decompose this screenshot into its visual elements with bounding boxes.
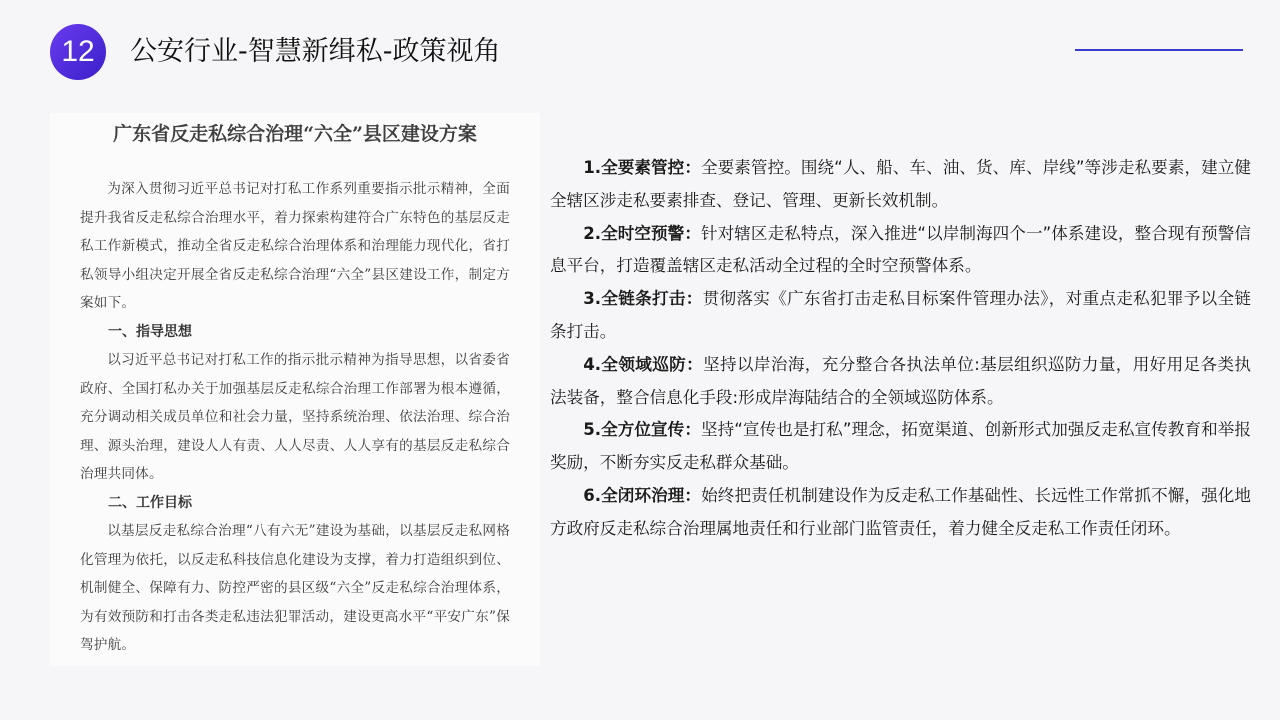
- document-scan-image: [50, 113, 540, 666]
- point-text: 针对辖区走私特点，深入推进“以岸制海四个一”体系建设，整合现有预警信息平台，打造覆盖辖区走私活动全过程的全时空预警体系。: [550, 223, 1251, 276]
- section1-body: 以习近平总书记对打私工作的指示批示精神为指导思想，以省委省政府、全国打私办关于加强基层反走私综合治理工作部署为根本遵循，充分调动相关成员单位和社会力量，坚持系统治理、依法治理、综合治理、源头治理，建设人人有责、人人尽责、人人享有的基层反走私综合治理共同体。: [80, 352, 510, 482]
- point-text: 全要素管控。围绕“人、船、车、油、货、库、岸线”等涉走私要素，建立健全辖区涉走私要素排查、登记、管理、更新长效机制。: [550, 158, 1251, 210]
- section1-heading: 一、指导思想: [108, 323, 192, 340]
- point-item: [550, 152, 1251, 218]
- point-label: 4.全领域巡防：: [583, 354, 704, 374]
- slide-number-badge: 12: [50, 24, 106, 80]
- title-divider-line: [1075, 49, 1243, 51]
- point-item: [550, 414, 1251, 480]
- section2-body: 以基层反走私综合治理“八有六无”建设为基础，以基层反走私网格化管理为依托，以反走私科技信息化建设为支撑，着力打造组织到位、机制健全、保障有力、防控严密的县区级“六全”反走私综合治理体系，为有效预防和打击各类走私违法犯罪活动，建设更高水平“平安广东”保驾护航。: [80, 523, 510, 653]
- point-item: [550, 480, 1251, 546]
- policy-points: [550, 152, 1251, 546]
- document-intro: 为深入贯彻习近平总书记对打私工作系列重要指示批示精神，全面提升我省反走私综合治理水平，着力探索构建符合广东特色的基层反走私工作新模式，推动全省反走私综合治理体系和治理能力现代化，省打私领导小组决定开展全省反走私综合治理“六全”县区建设工作，制定方案如下。: [80, 181, 510, 311]
- point-text: 坚持以岸治海，充分整合各执法单位:基层组织巡防力量，用好用足各类执法装备，整合信息化手段:形成岸海陆结合的全领域巡防体系。: [550, 354, 1251, 407]
- document-title: 广东省反走私综合治理“六全”县区建设方案: [113, 123, 477, 145]
- point-text: 贯彻落实《广东省打击走私目标案件管理办法》，对重点走私犯罪予以全链条打击。: [550, 289, 1251, 341]
- slide-title: 公安行业-智慧新缉私-政策视角: [130, 36, 501, 67]
- point-label: 5.全方位宣传：: [583, 420, 701, 440]
- section2-heading: 二、工作目标: [108, 494, 192, 511]
- point-label: 2.全时空预警：: [583, 223, 701, 243]
- point-text: 坚持“宣传也是打私”理念，拓宽渠道、创新形式加强反走私宣传教育和举报奖励，不断夯实反走私群众基础。: [550, 420, 1251, 473]
- point-item: [550, 349, 1251, 415]
- point-item: [550, 283, 1251, 349]
- point-text: 始终把责任机制建设作为反走私工作基础性、长远性工作常抓不懈，强化地方政府反走私综合治理属地责任和行业部门监管责任，着力健全反走私工作责任闭环。: [550, 485, 1251, 538]
- point-label: 1.全要素管控：: [583, 158, 701, 177]
- point-label: 6.全闭环治理：: [583, 485, 702, 505]
- point-label: 3.全链条打击：: [583, 289, 703, 309]
- point-item: [550, 218, 1251, 284]
